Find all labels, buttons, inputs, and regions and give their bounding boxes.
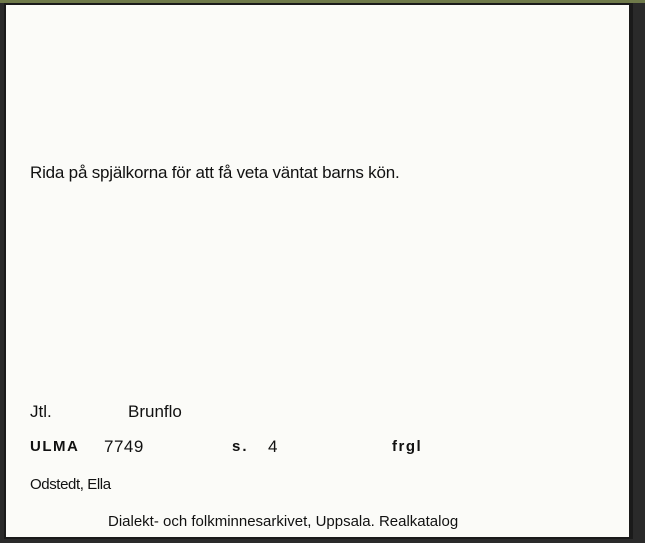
card-main-text: Rida på spjälkorna för att få veta väntat barns kön.	[30, 163, 400, 182]
record-type: frgl	[392, 438, 423, 455]
record-number: 7749	[104, 437, 144, 456]
archive-index-card	[4, 3, 633, 539]
page-number: 4	[268, 437, 278, 456]
collector-name: Odstedt, Ella	[30, 476, 111, 493]
parish-label: Brunflo	[128, 402, 182, 421]
archive-footer: Dialekt- och folkminnesarkivet, Uppsala. Realkatalog	[108, 513, 459, 530]
province-label: Jtl.	[30, 402, 52, 421]
archive-code: ULMA	[30, 438, 80, 455]
page-label: s.	[232, 438, 249, 455]
